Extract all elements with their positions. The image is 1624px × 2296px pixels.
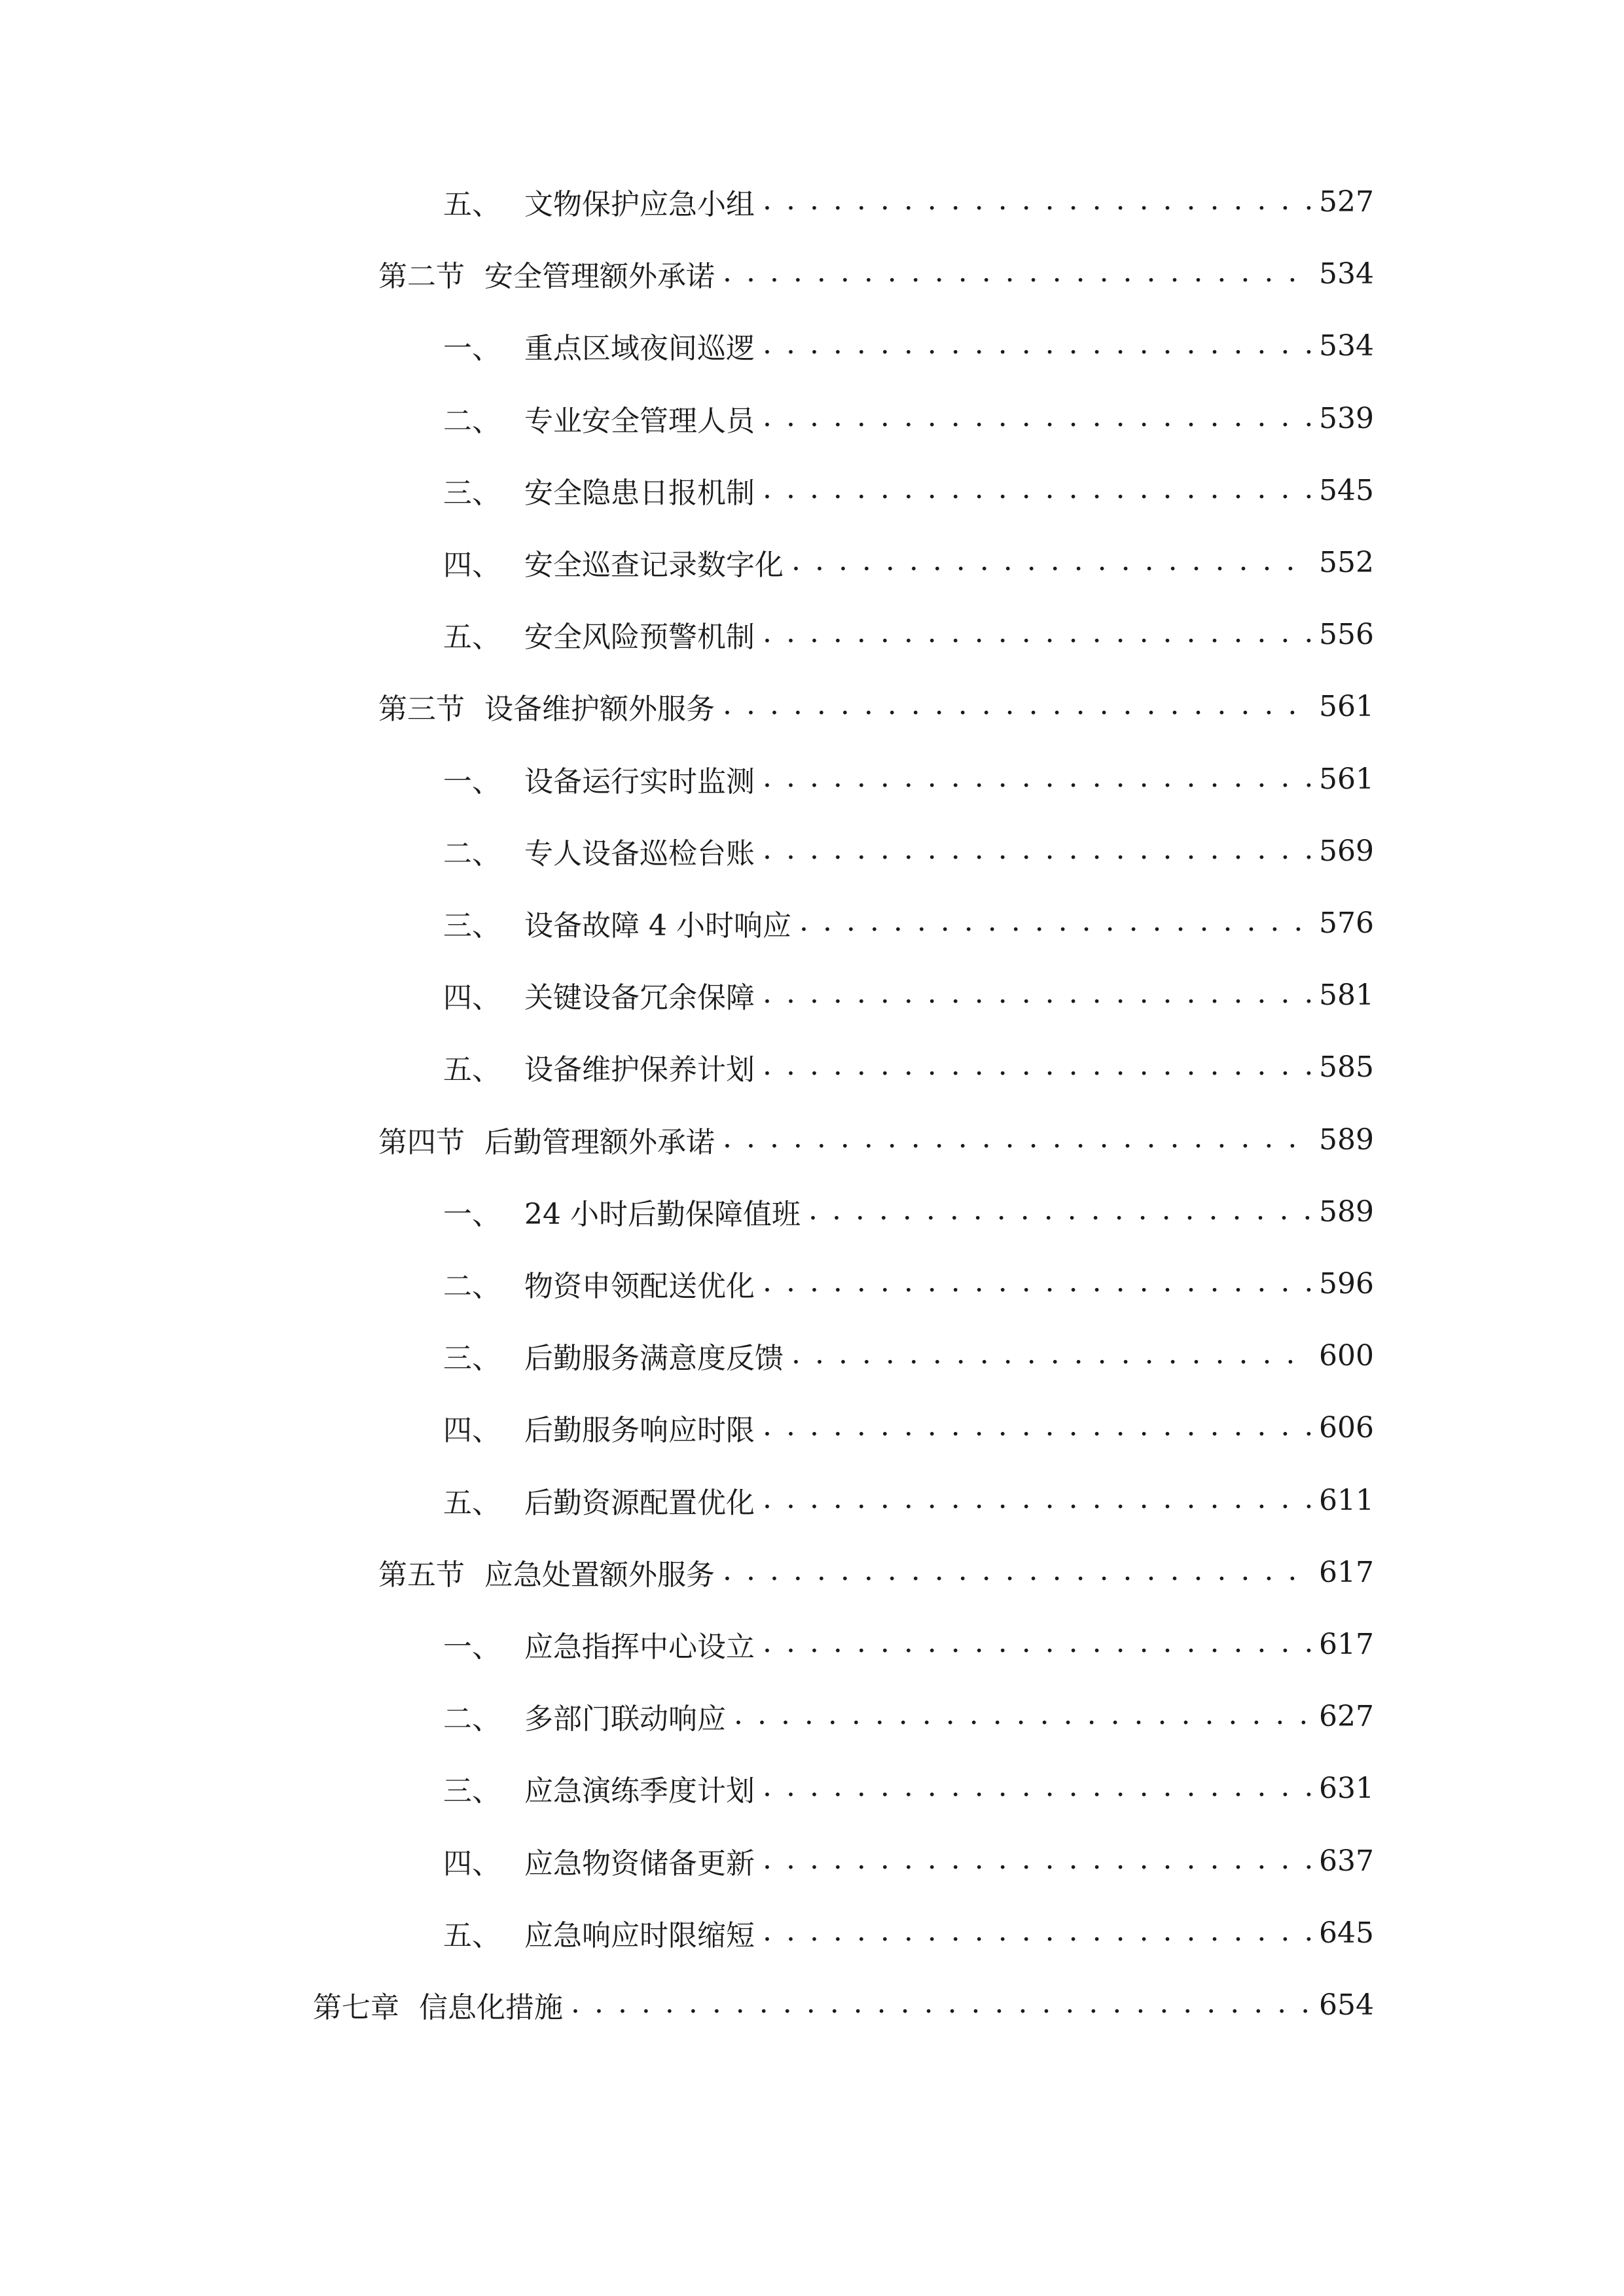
- toc-entry[interactable]: [378, 680, 1374, 732]
- toc-entry-title: 后勤资源配置优化: [524, 1486, 755, 1520]
- toc-entry-page-number: 561: [1319, 689, 1374, 723]
- toc-entry-number: 第三节: [378, 692, 465, 726]
- toc-entry[interactable]: [443, 608, 1374, 660]
- toc-entry[interactable]: [443, 1474, 1374, 1526]
- toc-entry-page-number: 637: [1319, 1844, 1374, 1878]
- dot-leader: [763, 1907, 1311, 1959]
- toc-entry-number: 第五节: [378, 1558, 465, 1592]
- toc-entry-page-number: 611: [1319, 1483, 1374, 1517]
- toc-entry-title: 专业安全管理人员: [524, 404, 755, 438]
- toc-entry-number: 五、: [443, 1919, 501, 1952]
- toc-entry-title: 重点区域夜间巡逻: [524, 332, 755, 365]
- toc-entry-number: 四、: [443, 548, 501, 582]
- dot-leader: [763, 1401, 1311, 1454]
- toc-entry-number: 第七章: [313, 1991, 399, 2024]
- toc-entry-title: 应急指挥中心设立: [524, 1630, 755, 1664]
- dot-leader: [763, 392, 1311, 444]
- toc-entry-page-number: 654: [1319, 1988, 1374, 2022]
- toc-entry-title: 设备故障 4 小时响应: [524, 909, 791, 942]
- toc-entry-number: 五、: [443, 620, 501, 654]
- toc-entry-title: 后勤服务响应时限: [524, 1414, 755, 1447]
- dot-leader: [763, 1257, 1311, 1310]
- toc-entry-title: 安全隐患日报机制: [524, 476, 755, 510]
- dot-leader: [763, 608, 1311, 660]
- toc-entry-page-number: 569: [1319, 834, 1374, 868]
- toc-entry-title: 应急物资储备更新: [524, 1847, 755, 1880]
- dot-leader: [763, 753, 1311, 805]
- toc-entry[interactable]: [443, 753, 1374, 805]
- dot-leader: [763, 1835, 1311, 1887]
- toc-entry-number: 五、: [443, 1486, 501, 1520]
- toc-entry-number: 一、: [443, 1198, 501, 1231]
- toc-entry-page-number: 545: [1319, 473, 1374, 507]
- dot-leader: [723, 247, 1311, 300]
- toc-entry-page-number: 527: [1319, 185, 1374, 219]
- dot-leader: [723, 1113, 1311, 1166]
- toc-entry[interactable]: [443, 1835, 1374, 1887]
- toc-entry-page-number: 631: [1319, 1771, 1374, 1805]
- dot-leader: [791, 1329, 1311, 1382]
- toc-entry[interactable]: [443, 319, 1374, 372]
- dot-leader: [763, 825, 1311, 877]
- dot-leader: [763, 1762, 1311, 1814]
- toc-entry-number: 第二节: [378, 260, 465, 293]
- toc-entry-title: 安全管理额外承诺: [484, 260, 715, 293]
- dot-leader: [763, 1618, 1311, 1670]
- toc-entry[interactable]: [443, 1690, 1374, 1742]
- toc-entry[interactable]: [443, 1257, 1374, 1310]
- toc-entry-page-number: 600: [1319, 1338, 1374, 1372]
- dot-leader: [763, 175, 1311, 228]
- toc-entry[interactable]: [443, 1401, 1374, 1454]
- toc-entry-number: 一、: [443, 765, 501, 798]
- toc-entry-number: 五、: [443, 1053, 501, 1086]
- toc-entry-title: 信息化措施: [419, 1991, 563, 2024]
- dot-leader: [734, 1690, 1311, 1742]
- toc-entry-page-number: 556: [1319, 617, 1374, 651]
- toc-entry-number: 二、: [443, 1270, 501, 1303]
- toc-entry-page-number: 576: [1319, 906, 1374, 940]
- toc-entry-page-number: 534: [1319, 329, 1374, 363]
- toc-entry[interactable]: [313, 1979, 1374, 2031]
- dot-leader: [763, 464, 1311, 516]
- toc-entry-number: 第四节: [378, 1126, 465, 1159]
- toc-entry[interactable]: [443, 1762, 1374, 1814]
- toc-entry-number: 三、: [443, 1774, 501, 1808]
- toc-entry-page-number: 539: [1319, 401, 1374, 435]
- toc-entry-title: 设备维护保养计划: [524, 1053, 755, 1086]
- toc-entry-title: 应急演练季度计划: [524, 1774, 755, 1808]
- toc-entry-page-number: 585: [1319, 1050, 1374, 1084]
- dot-leader: [723, 680, 1311, 732]
- dot-leader: [763, 319, 1311, 372]
- toc-entry[interactable]: [443, 392, 1374, 444]
- toc-entry-page-number: 617: [1319, 1627, 1374, 1661]
- toc-entry-number: 一、: [443, 1630, 501, 1664]
- toc-entry-number: 五、: [443, 188, 501, 221]
- toc-entry-title: 多部门联动响应: [524, 1702, 726, 1736]
- toc-entry-number: 三、: [443, 476, 501, 510]
- toc-entry[interactable]: [443, 175, 1374, 228]
- toc-entry-title: 专人设备巡检台账: [524, 837, 755, 870]
- toc-entry-number: 一、: [443, 332, 501, 365]
- toc-entry-number: 三、: [443, 1342, 501, 1375]
- toc-entry-page-number: 552: [1319, 545, 1374, 579]
- dot-leader: [723, 1546, 1311, 1598]
- toc-entry-page-number: 589: [1319, 1194, 1374, 1229]
- toc-entry-page-number: 617: [1319, 1555, 1374, 1589]
- toc-entry-page-number: 596: [1319, 1266, 1374, 1300]
- toc-entry-number: 三、: [443, 909, 501, 942]
- toc-entry-number: 四、: [443, 1414, 501, 1447]
- toc-entry-title: 物资申领配送优化: [524, 1270, 755, 1303]
- toc-entry[interactable]: [443, 825, 1374, 877]
- toc-entry-title: 设备维护额外服务: [484, 692, 715, 726]
- toc-entry-title: 后勤服务满意度反馈: [524, 1342, 784, 1375]
- toc-entry[interactable]: [443, 1618, 1374, 1670]
- toc-entry[interactable]: [443, 536, 1374, 588]
- toc-entry[interactable]: [443, 897, 1374, 949]
- dot-leader: [763, 1474, 1311, 1526]
- toc-entry-title: 安全巡查记录数字化: [524, 548, 784, 582]
- toc-entry-title: 24 小时后勤保障值班: [524, 1198, 801, 1231]
- toc-entry[interactable]: [443, 1041, 1374, 1093]
- toc-entry-page-number: 589: [1319, 1122, 1374, 1157]
- toc-entry-title: 文物保护应急小组: [524, 188, 755, 221]
- dot-leader: [763, 969, 1311, 1021]
- toc-entry-number: 四、: [443, 981, 501, 1014]
- toc-entry[interactable]: [378, 1113, 1374, 1166]
- toc-entry[interactable]: [378, 1546, 1374, 1598]
- toc-entry[interactable]: [378, 247, 1374, 300]
- dot-leader: [571, 1979, 1311, 2031]
- toc-entry-title: 安全风险预警机制: [524, 620, 755, 654]
- toc-entry-title: 关键设备冗余保障: [524, 981, 755, 1014]
- toc-entry-page-number: 627: [1319, 1699, 1374, 1733]
- toc-entry-number: 二、: [443, 837, 501, 870]
- toc-entry-page-number: 606: [1319, 1410, 1374, 1444]
- toc-entry-page-number: 534: [1319, 257, 1374, 291]
- dot-leader: [799, 897, 1311, 949]
- toc-entry[interactable]: [443, 969, 1374, 1021]
- toc-entry-title: 应急响应时限缩短: [524, 1919, 755, 1952]
- toc-entry-title: 后勤管理额外承诺: [484, 1126, 715, 1159]
- dot-leader: [808, 1185, 1311, 1238]
- dot-leader: [763, 1041, 1311, 1093]
- dot-leader: [791, 536, 1311, 588]
- toc-entry[interactable]: [443, 464, 1374, 516]
- toc-entry-page-number: 561: [1319, 762, 1374, 796]
- toc-entry-page-number: 581: [1319, 978, 1374, 1012]
- toc-entry-number: 二、: [443, 404, 501, 438]
- toc-entry[interactable]: [443, 1329, 1374, 1382]
- toc-entry-number: 二、: [443, 1702, 501, 1736]
- toc-entry-title: 设备运行实时监测: [524, 765, 755, 798]
- toc-entry-page-number: 645: [1319, 1916, 1374, 1950]
- toc-entry-title: 应急处置额外服务: [484, 1558, 715, 1592]
- toc-entry-number: 四、: [443, 1847, 501, 1880]
- toc-entry[interactable]: [443, 1185, 1374, 1238]
- toc-entry[interactable]: [443, 1907, 1374, 1959]
